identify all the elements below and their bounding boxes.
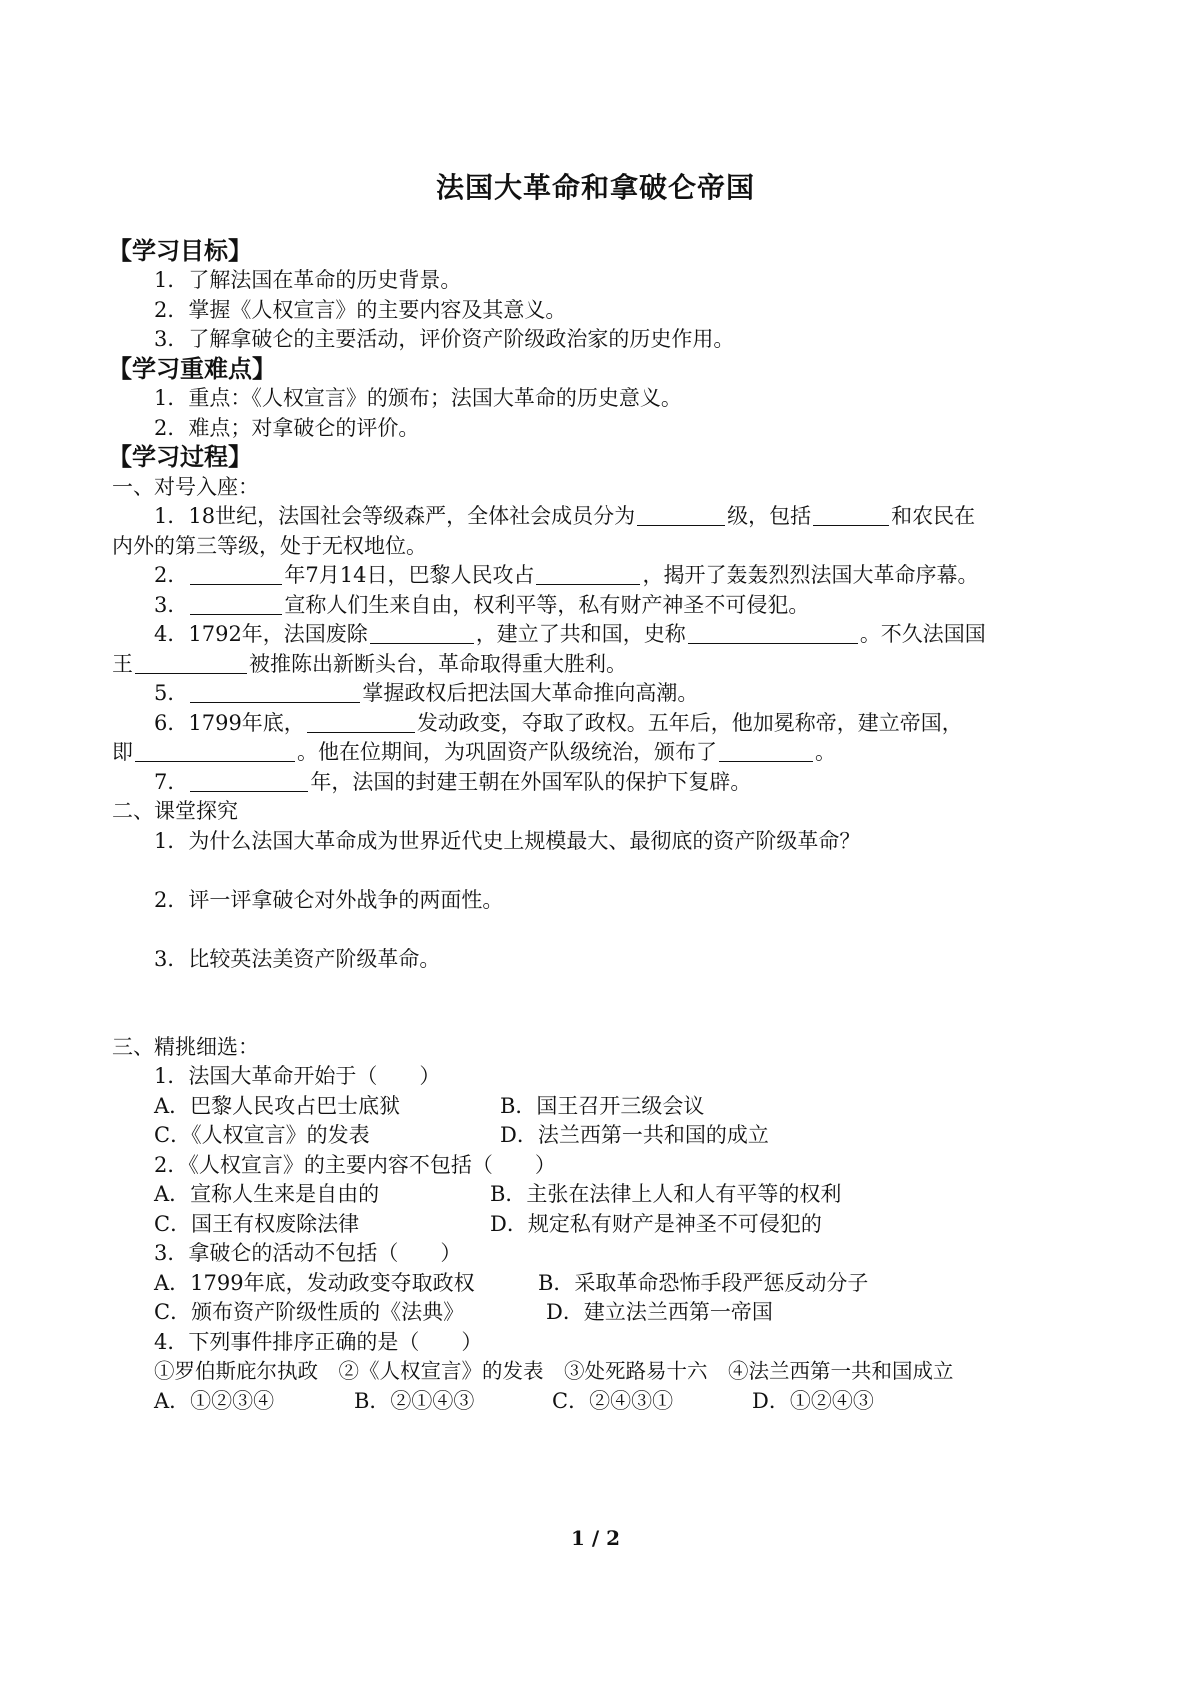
answer-blank[interactable] (307, 712, 415, 733)
mc-option: B．②①④③ (354, 1389, 475, 1413)
mc-option: A．1799年底，发动政变夺取政权 (154, 1271, 475, 1295)
page-title: 法国大革命和拿破仑帝国 (435, 171, 755, 204)
keypoint-item: 2．难点；对拿破仑的评价。 (154, 416, 420, 440)
answer-blank[interactable] (813, 505, 889, 526)
part2-heading: 二、课堂探究 (112, 799, 238, 823)
fill-question-7 (154, 767, 751, 797)
mc-question-stem: 2．《人权宣言》的主要内容不包括（ ） (154, 1153, 556, 1177)
fill-question-1 (154, 501, 975, 531)
question-text: 1．18世纪，法国社会等级森严，全体社会成员分为 (154, 504, 636, 528)
answer-blank[interactable] (370, 623, 474, 644)
part3-heading: 三、精挑细选： (112, 1035, 259, 1059)
question-text: 被推陈出新断头台，革命取得重大胜利。 (249, 652, 627, 676)
question-text: 级，包括 (727, 504, 812, 528)
fill-question-1-cont: 内外的第三等级，处于无权地位。 (112, 534, 427, 558)
question-text: 年，法国的封建王朝在外国军队的保护下复辟。 (310, 770, 752, 794)
part1-heading: 一、对号入座： (112, 475, 259, 499)
mc-question-stem: 4．下列事件排序正确的是（ ） (154, 1330, 483, 1354)
question-text: 即 (112, 740, 133, 764)
answer-blank[interactable] (637, 505, 725, 526)
fill-question-2 (154, 560, 978, 590)
mc-option: D．规定私有财产是神圣不可侵犯的 (490, 1212, 822, 1236)
fill-question-4 (154, 619, 986, 649)
mc-event-list: ①罗伯斯庇尔执政 ②《人权宣言》的发表 ③处死路易十六 ④法兰西第一共和国成立 (154, 1359, 954, 1383)
answer-blank[interactable] (135, 741, 295, 762)
question-text: 5． (154, 681, 189, 705)
answer-blank[interactable] (536, 564, 640, 585)
question-text: 和农民在 (891, 504, 976, 528)
fill-question-3 (154, 590, 809, 620)
mc-option: D．法兰西第一共和国的成立 (500, 1123, 769, 1147)
question-text: 掌握政权后把法国大革命推向高潮。 (362, 681, 699, 705)
mc-option: A．宣称人生来是自由的 (154, 1182, 380, 1206)
mc-question-stem: 3．拿破仑的活动不包括（ ） (154, 1241, 462, 1265)
process-heading: 【学习过程】 (108, 442, 252, 471)
fill-question-6-cont (112, 737, 836, 767)
objective-item: 2．掌握《人权宣言》的主要内容及其意义。 (154, 298, 567, 322)
mc-option: C．《人权宣言》的发表 (154, 1123, 370, 1147)
answer-blank[interactable] (135, 653, 247, 674)
inquiry-question: 3．比较英法美资产阶级革命。 (154, 947, 441, 971)
mc-option: B．采取革命恐怖手段严惩反动分子 (538, 1271, 869, 1295)
mc-option: C．②④③① (552, 1389, 674, 1413)
question-text: 3． (154, 593, 189, 617)
fill-question-6 (154, 708, 963, 738)
answer-blank[interactable] (190, 682, 360, 703)
mc-option: B．主张在法律上人和人有平等的权利 (490, 1182, 842, 1206)
mc-option: B．国王召开三级会议 (500, 1094, 705, 1118)
keypoint-item: 1．重点：《人权宣言》的颁布；法国大革命的历史意义。 (154, 386, 682, 410)
mc-option: C．颁布资产阶级性质的《法典》 (154, 1300, 465, 1324)
question-text: 。他在位期间，为巩固资产队级统治，颁布了 (297, 740, 717, 764)
answer-blank[interactable] (190, 564, 282, 585)
question-text: 年7月14日，巴黎人民攻占 (284, 563, 535, 587)
question-text: 7． (154, 770, 189, 794)
objectives-heading: 【学习目标】 (108, 236, 252, 265)
mc-option: D．①②④③ (752, 1389, 874, 1413)
objective-item: 3．了解拿破仑的主要活动，评价资产阶级政治家的历史作用。 (154, 327, 735, 351)
inquiry-question: 1．为什么法国大革命成为世界近代史上规模最大、最彻底的资产阶级革命？ (154, 829, 861, 853)
question-text: ，建立了共和国，史称 (475, 622, 686, 646)
question-text: 。不久法国国 (859, 622, 986, 646)
question-text: 发动政变，夺取了政权。五年后，他加冕称帝，建立帝国， (416, 711, 963, 735)
mc-option: A．①②③④ (154, 1389, 275, 1413)
answer-blank[interactable] (190, 594, 282, 615)
question-text: ，揭开了轰轰烈烈法国大革命序幕。 (642, 563, 979, 587)
page-number: 1 / 2 (570, 1526, 621, 1550)
answer-blank[interactable] (719, 741, 813, 762)
fill-question-5 (154, 678, 698, 708)
mc-option: C．国王有权废除法律 (154, 1212, 360, 1236)
keypoints-heading: 【学习重难点】 (108, 354, 276, 383)
answer-blank[interactable] (190, 771, 308, 792)
answer-blank[interactable] (688, 623, 858, 644)
question-text: 6．1799年底， (154, 711, 305, 735)
question-text: 4．1792年，法国废除 (154, 622, 368, 646)
fill-question-4-cont (112, 649, 627, 679)
mc-question-stem: 1．法国大革命开始于（ ） (154, 1064, 441, 1088)
mc-option: A．巴黎人民攻占巴士底狱 (154, 1094, 401, 1118)
question-text: 。 (815, 740, 836, 764)
mc-option: D．建立法兰西第一帝国 (546, 1300, 773, 1324)
objective-item: 1．了解法国在革命的历史背景。 (154, 268, 462, 292)
question-text: 2． (154, 563, 189, 587)
inquiry-question: 2．评一评拿破仑对外战争的两面性。 (154, 888, 504, 912)
question-text: 宣称人们生来自由，权利平等，私有财产神圣不可侵犯。 (284, 593, 810, 617)
question-text: 王 (112, 652, 133, 676)
